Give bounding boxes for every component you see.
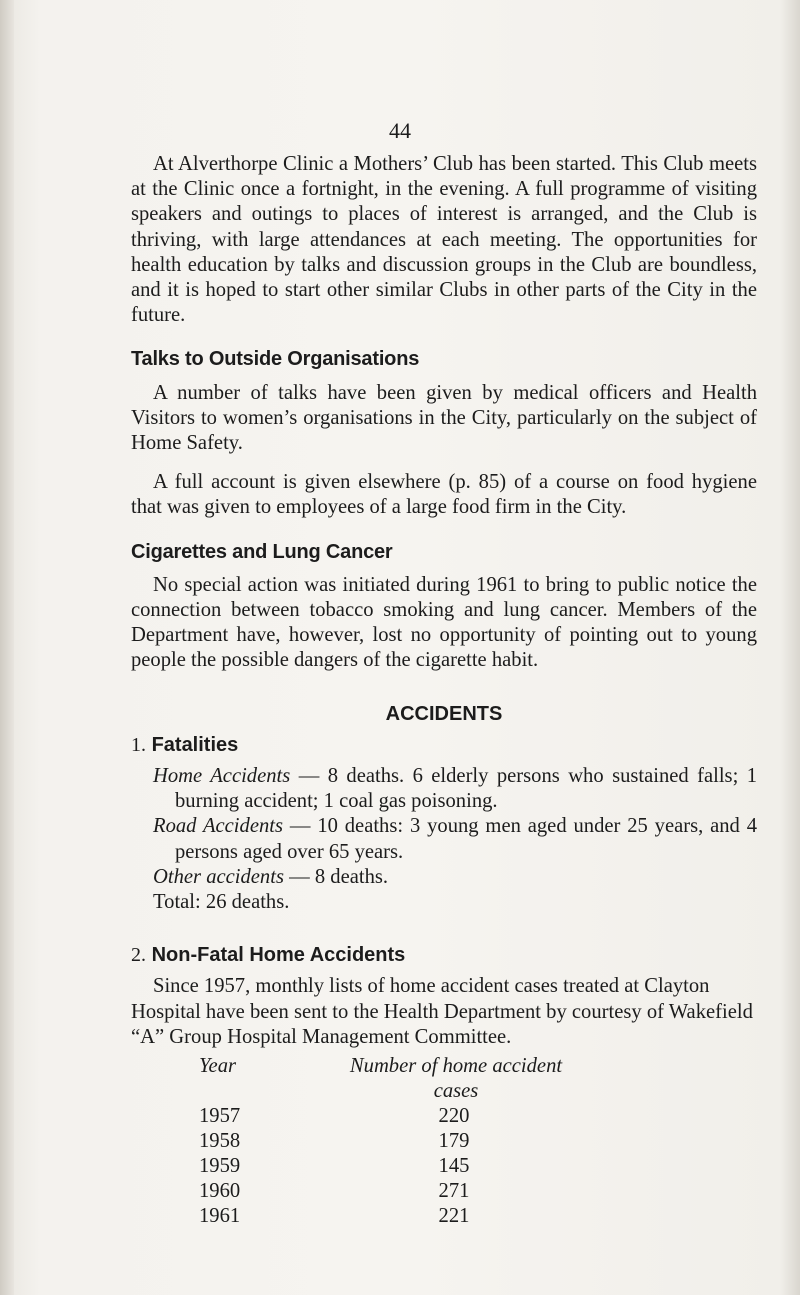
fatalities-title: Fatalities: [151, 733, 239, 756]
talks-paragraph-2: A full account is given elsewhere (p. 85) of a course on food hygiene that was given to employees of a large food firm in the City.: [131, 471, 757, 519]
table-row-count: 221: [438, 1205, 470, 1228]
non-fatal-paragraph: Since 1957, monthly lists of home accident cases treated at Clayton Hospital have been sent to the Health Department by courtesy of Wakefield “A” Group Hospital Management Committee.: [131, 975, 753, 1048]
talks-heading: Talks to Outside Organisations: [131, 348, 420, 371]
home-accidents-label: Home Accidents: [153, 765, 291, 788]
road-accidents-entry: [153, 814, 757, 864]
table-row-year: 1961: [199, 1205, 241, 1228]
non-fatal-heading: [131, 943, 757, 968]
table-row-year: 1960: [199, 1180, 241, 1203]
table-header-count: [326, 1054, 586, 1104]
table-row-year: 1958: [199, 1130, 241, 1153]
table-row-count: 179: [438, 1130, 470, 1153]
accidents-heading: ACCIDENTS: [385, 702, 503, 725]
other-accidents-text: — 8 deaths.: [283, 865, 389, 888]
table-row: [131, 1104, 531, 1129]
road-accidents-label: Road Accidents: [153, 815, 284, 838]
fatalities-heading: [131, 733, 757, 758]
home-accidents-text: — 8 deaths. 6 elderly persons who sustained falls; 1 burning accident; 1 coal gas poisoning.: [175, 765, 758, 813]
page-content: [131, 152, 757, 1254]
table-row: [131, 1154, 531, 1179]
intro-paragraph: At Alverthorpe Clinic a Mothers’ Club has been started. This Club meets at the Clinic once a fortnight, in the evening. A full programme of visiting speakers and outings to places of interest is arranged, and the Club is thriving, with large attendances at each meeting. The opportunities for health education by talks and discussion groups in the Club are boundless, and it is hoped to start other similar Clubs in other parts of the City in the future.: [131, 153, 757, 327]
page-number: 44: [389, 118, 411, 143]
table-row-count: 145: [438, 1155, 470, 1178]
talks-paragraph-1: A number of talks have been given by medical officers and Health Visitors to women’s organisations in the City, particularly on the subject of Home Safety.: [131, 381, 757, 455]
road-accidents-text: — 10 deaths: 3 young men aged under 25 years, and 4 persons aged over 65 years.: [175, 815, 757, 863]
total-deaths: Total: 26 deaths.: [153, 891, 290, 914]
table-header-year: Year: [199, 1055, 237, 1078]
other-accidents-label: Other accidents: [153, 865, 284, 888]
cigarettes-paragraph: No special action was initiated during 1961 to bring to public notice the connection between tobacco smoking and lung cancer. Members of the Department have, however, lost no opportunity of pointing out to young people the possible dangers of the cigarette habit.: [131, 573, 757, 672]
other-accidents-entry: [153, 865, 757, 890]
table-row-count: 271: [438, 1180, 470, 1203]
table-row: [131, 1204, 531, 1229]
table-header-count-line1: Number of home accident: [349, 1055, 563, 1078]
table-row-year: 1959: [199, 1155, 241, 1178]
table-header-count-line2: cases: [433, 1080, 479, 1103]
table-row-count: 220: [438, 1105, 470, 1128]
table-row: [131, 1179, 531, 1204]
fatalities-number: 1.: [131, 733, 146, 756]
page-spine-shadow: [0, 0, 14, 1295]
home-accidents-entry: [153, 764, 757, 814]
non-fatal-title: Non-Fatal Home Accidents: [151, 944, 406, 967]
non-fatal-number: 2.: [131, 944, 146, 967]
table-row-year: 1957: [199, 1105, 241, 1128]
table-row: [131, 1129, 531, 1154]
cigarettes-heading: Cigarettes and Lung Cancer: [131, 540, 393, 563]
home-accident-table: [131, 1054, 757, 1254]
